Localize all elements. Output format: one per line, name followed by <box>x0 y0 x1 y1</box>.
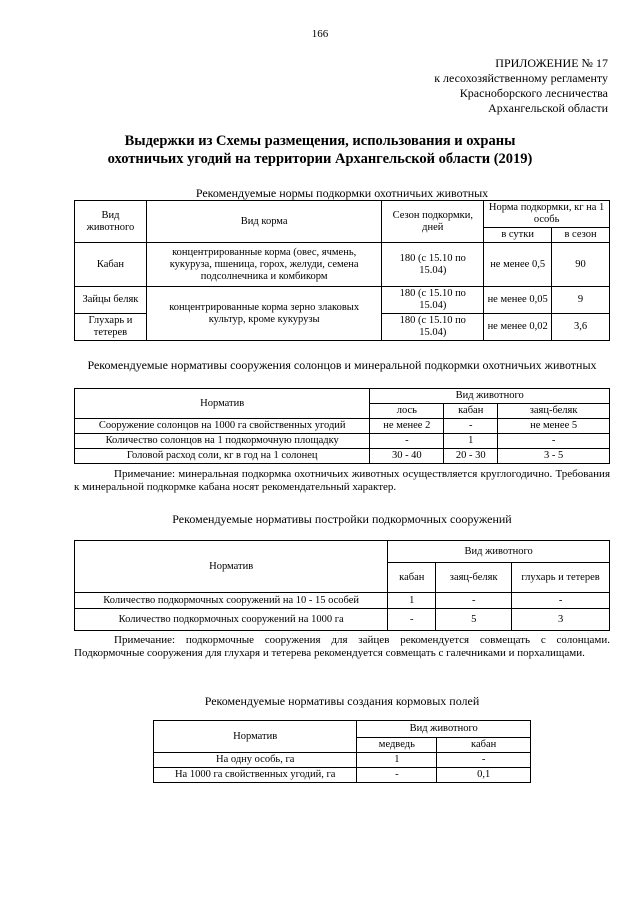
cell-value: - <box>444 419 498 434</box>
header-hare: заяц-беляк <box>498 404 610 419</box>
table-row <box>75 434 610 449</box>
header-animal: Вид животного <box>75 201 147 243</box>
table3-note <box>74 634 610 660</box>
table-row <box>75 243 610 287</box>
cell-label: Сооружение солонцов на 1000 га свойственных угодий <box>75 419 370 434</box>
feeder-norms-table <box>74 540 610 631</box>
table-row <box>75 593 610 609</box>
header-boar: кабан <box>388 563 436 593</box>
table4-caption: Рекомендуемые нормативы создания кормовых полей <box>204 694 480 708</box>
cell-value: - <box>437 753 531 768</box>
cell-value: - <box>370 434 444 449</box>
cell-value: 1 <box>444 434 498 449</box>
cell-season-total: 3,6 <box>552 314 610 341</box>
appendix-line: к лесохозяйственному регламенту <box>434 71 608 85</box>
cell-value: не менее 5 <box>498 419 610 434</box>
cell-value: 20 - 30 <box>444 449 498 464</box>
table-row <box>75 449 610 464</box>
cell-season-total: 9 <box>552 287 610 314</box>
header-per-day: в сутки <box>484 228 552 243</box>
table2-note <box>74 468 610 494</box>
cell-value: 0,1 <box>437 768 531 783</box>
header-norm: Норма подкормки, кг на 1 особь <box>484 201 610 228</box>
cell-label: Головой расход соли, кг в год на 1 солонец <box>75 449 370 464</box>
cell-day: не менее 0,05 <box>484 287 552 314</box>
cell-value: 5 <box>436 609 512 631</box>
table-row <box>154 768 531 783</box>
appendix-line: Красноборского лесничества <box>459 86 608 100</box>
table-row <box>75 287 610 314</box>
cell-value: 1 <box>357 753 437 768</box>
cell-value: - <box>357 768 437 783</box>
cell-value: 3 <box>512 609 610 631</box>
cell-label: Количество солонцов на 1 подкормочную площадку <box>75 434 370 449</box>
cell-feed: концентрированные корма (овес, ячмень, кукуруза, пшеница, горох, желуди, семена подсолнечника и комбикорм <box>146 243 381 287</box>
note-text: Примечание: подкормочные сооружения для зайцев рекомендуется совмещать с солонцами. Подкормочные сооружения для глухаря и тетерева рекомендуется совмещать с галечниками и порхалищами. <box>74 634 610 659</box>
forage-field-norms-table <box>153 720 531 783</box>
header-grouse: глухарь и тетерев <box>512 563 610 593</box>
note-text: Примечание: минеральная подкормка охотничьих животных осуществляется круглогодично. Требования к минеральной подкормке кабана носят рекомендательный характер. <box>74 468 610 493</box>
cell-animal: Кабан <box>75 243 147 287</box>
header-animal: Вид животного <box>357 721 531 738</box>
appendix-line: ПРИЛОЖЕНИЕ № 17 <box>495 56 608 70</box>
table-row <box>75 609 610 631</box>
cell-season-total: 90 <box>552 243 610 287</box>
header-bear: медведь <box>357 738 437 753</box>
header-norm: Норматив <box>154 721 357 753</box>
cell-label: На одну особь, га <box>154 753 357 768</box>
cell-value: - <box>388 609 436 631</box>
header-animal: Вид животного <box>388 541 610 563</box>
cell-animal: Зайцы беляк <box>75 287 147 314</box>
header-boar: кабан <box>437 738 531 753</box>
cell-value: - <box>512 593 610 609</box>
appendix-header <box>434 56 608 116</box>
cell-value: - <box>498 434 610 449</box>
cell-day: не менее 0,5 <box>484 243 552 287</box>
cell-label: На 1000 га свойственных угодий, га <box>154 768 357 783</box>
appendix-line: Архангельской области <box>488 101 608 115</box>
cell-value: 1 <box>388 593 436 609</box>
cell-animal: Глухарь и тетерев <box>75 314 147 341</box>
header-animal: Вид животного <box>370 389 610 404</box>
header-feed: Вид корма <box>146 201 381 243</box>
header-season: Сезон подкормки, дней <box>382 201 484 243</box>
table2-caption: Рекомендуемые нормативы сооружения солонцов и минеральной подкормки охотничьих животных <box>87 358 597 372</box>
document-title: Выдержки из Схемы размещения, использования и охраны охотничьих угодий на территории Архангельской области (2019) <box>107 133 533 167</box>
header-per-season: в сезон <box>552 228 610 243</box>
table-row <box>75 419 610 434</box>
header-boar: кабан <box>444 404 498 419</box>
header-hare: заяц-беляк <box>436 563 512 593</box>
cell-label: Количество подкормочных сооружений на 10 - 15 особей <box>75 593 388 609</box>
cell-value: 3 - 5 <box>498 449 610 464</box>
header-elk: лось <box>370 404 444 419</box>
cell-day: не менее 0,02 <box>484 314 552 341</box>
table3-caption: Рекомендуемые нормативы постройки подкормочных сооружений <box>172 512 512 526</box>
cell-season: 180 (с 15.10 по 15.04) <box>382 287 484 314</box>
cell-label: Количество подкормочных сооружений на 1000 га <box>75 609 388 631</box>
header-norm: Норматив <box>75 389 370 419</box>
cell-feed: концентрированные корма зерно злаковых культур, кроме кукурузы <box>146 287 381 341</box>
cell-value: - <box>436 593 512 609</box>
cell-value: 30 - 40 <box>370 449 444 464</box>
cell-season: 180 (с 15.10 по 15.04) <box>382 243 484 287</box>
header-norm: Норматив <box>75 541 388 593</box>
page-number: 166 <box>311 28 329 40</box>
cell-value: не менее 2 <box>370 419 444 434</box>
table-row <box>154 753 531 768</box>
cell-season: 180 (с 15.10 по 15.04) <box>382 314 484 341</box>
salt-lick-norms-table <box>74 388 610 464</box>
feeding-norms-table <box>74 200 610 341</box>
table1-caption: Рекомендуемые нормы подкормки охотничьих животных <box>195 186 489 200</box>
